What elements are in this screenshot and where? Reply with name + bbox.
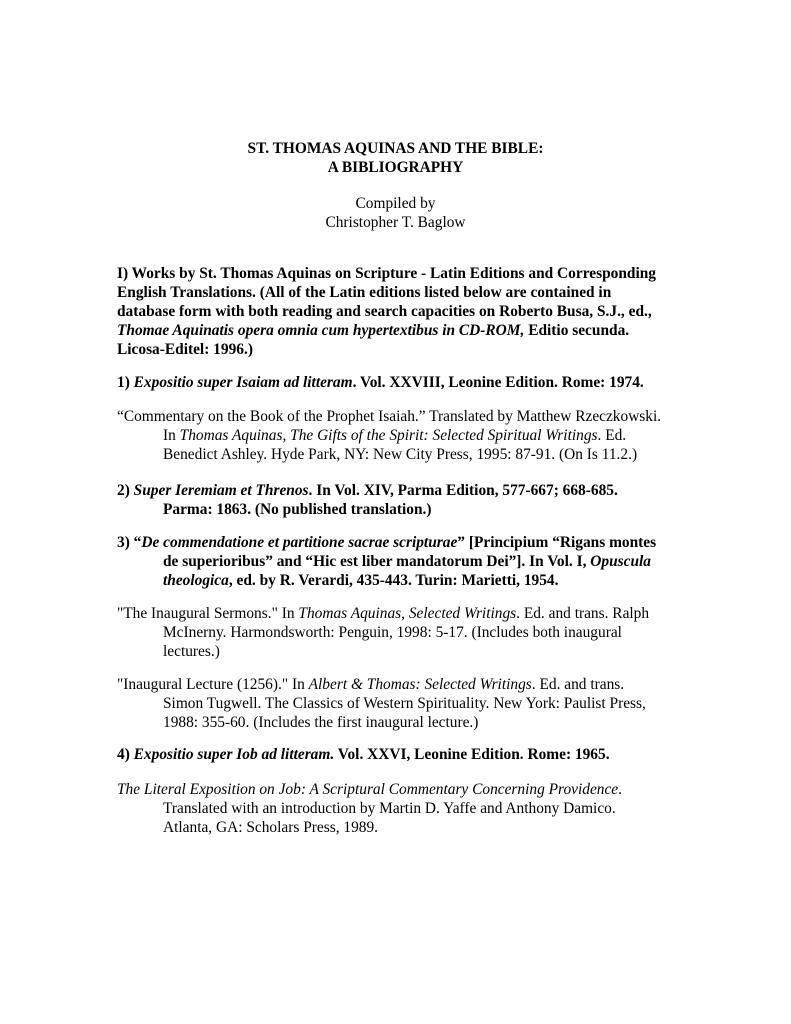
work-title: Expositio super Isaiam ad litteram (133, 374, 353, 391)
compiled-by (0, 194, 791, 232)
entry-number: 4) (117, 746, 134, 763)
entry-line: Parma: 1863. (No published translation.) (163, 501, 432, 518)
citation-text: . Ed. (597, 427, 627, 444)
citation-text: "Inaugural Lecture (1256)." In (117, 676, 309, 693)
book-title: The Literal Exposition on Job: A Scriptural Commentary Concerning Providence (117, 781, 619, 798)
cd-rom-title: Thomae Aquinatis opera omnia cum hypertextibus in CD-ROM, (117, 322, 525, 339)
entry-3 (117, 533, 677, 590)
citation-text: "The Inaugural Sermons." In (117, 605, 299, 622)
work-title: Super Ieremiam et Threnos (133, 482, 309, 499)
entry-line (117, 373, 677, 392)
work-title: Opuscula (590, 553, 652, 570)
citation-line: McInerny. Harmondsworth: Penguin, 1998: 5-17. (Includes both inaugural (163, 624, 622, 641)
section-heading-1 (117, 264, 677, 359)
citation-line: 1988: 355-60. (Includes the first inaugural lecture.) (163, 714, 479, 731)
section-text: Editio secunda. (524, 322, 630, 339)
section-line: I) Works by St. Thomas Aquinas on Scripture - Latin Editions and Corresponding (117, 265, 656, 282)
translation-3a (117, 604, 717, 661)
citation-text: . (618, 781, 622, 798)
entry-text: . In Vol. XIV, Parma Edition, 577-667; 668-685. (308, 482, 618, 499)
title-line-2: A BIBLIOGRAPHY (327, 159, 464, 176)
citation-line (117, 604, 717, 623)
entry-text: Vol. XXVI, Leonine Edition. Rome: 1965. (334, 746, 610, 763)
citation-text: . Ed. and trans. Ralph (516, 605, 650, 622)
citation-line: Atlanta, GA: Scholars Press, 1989. (163, 819, 379, 836)
entry-number: 2) (117, 482, 134, 499)
section-line (117, 321, 677, 340)
book-title: Thomas Aquinas, The Gifts of the Spirit: Selected Spiritual Writings (179, 427, 598, 444)
entry-line (117, 745, 677, 764)
entry-text: de superioribus” and “Hic est liber mandatorum Dei”]. In Vol. I, (163, 553, 591, 570)
entry-line (117, 533, 677, 552)
document-title (0, 139, 791, 177)
translation-4 (117, 780, 717, 837)
citation-line: lectures.) (163, 643, 220, 660)
compiler-name: Christopher T. Baglow (325, 214, 466, 231)
citation-line (117, 675, 717, 694)
entry-line (117, 481, 677, 500)
section-line: English Translations. (All of the Latin editions listed below are contained in (117, 284, 612, 301)
section-line: Licosa-Editel: 1996.) (117, 341, 253, 358)
citation-line (117, 780, 717, 799)
citation-line: Translated with an introduction by Martin D. Yaffe and Anthony Damico. (163, 800, 616, 817)
citation-line: Benedict Ashley. Hyde Park, NY: New City Press, 1995: 87-91. (On Is 11.2.) (163, 446, 638, 463)
entry-text: , ed. by R. Verardi, 435-443. Turin: Marietti, 1954. (228, 572, 559, 589)
translation-3b (117, 675, 717, 732)
section-line: database form with both reading and search capacities on Roberto Busa, S.J., ed., (117, 303, 652, 320)
entry-text: ” [Principium “Rigans montes (457, 534, 657, 551)
citation-line (117, 426, 717, 445)
citation-line: Simon Tugwell. The Classics of Western Spirituality. New York: Paulist Press, (163, 695, 646, 712)
entry-1 (117, 373, 677, 392)
book-title: Albert & Thomas: Selected Writings (308, 676, 532, 693)
entry-number: 1) (117, 374, 134, 391)
book-title: Thomas Aquinas, Selected Writings (298, 605, 517, 622)
entry-4 (117, 745, 677, 764)
citation-line: “Commentary on the Book of the Prophet Isaiah.” Translated by Matthew Rzeczkowski. (117, 408, 662, 425)
translation-1 (117, 407, 717, 464)
entry-number: 3) “ (117, 534, 142, 551)
entry-line (117, 552, 677, 571)
compiled-label: Compiled by (355, 195, 436, 212)
entry-line (117, 571, 677, 590)
citation-text: . Ed. and trans. (531, 676, 625, 693)
work-title: De commendatione et partitione sacrae scripturae (141, 534, 458, 551)
entry-text: . Vol. XXVIII, Leonine Edition. Rome: 1974. (352, 374, 644, 391)
citation-text: In (163, 427, 180, 444)
work-title: Expositio super Iob ad litteram. (133, 746, 335, 763)
work-title: theologica (163, 572, 229, 589)
title-line-1: ST. THOMAS AQUINAS AND THE BIBLE: (247, 140, 544, 157)
entry-2 (117, 481, 677, 519)
